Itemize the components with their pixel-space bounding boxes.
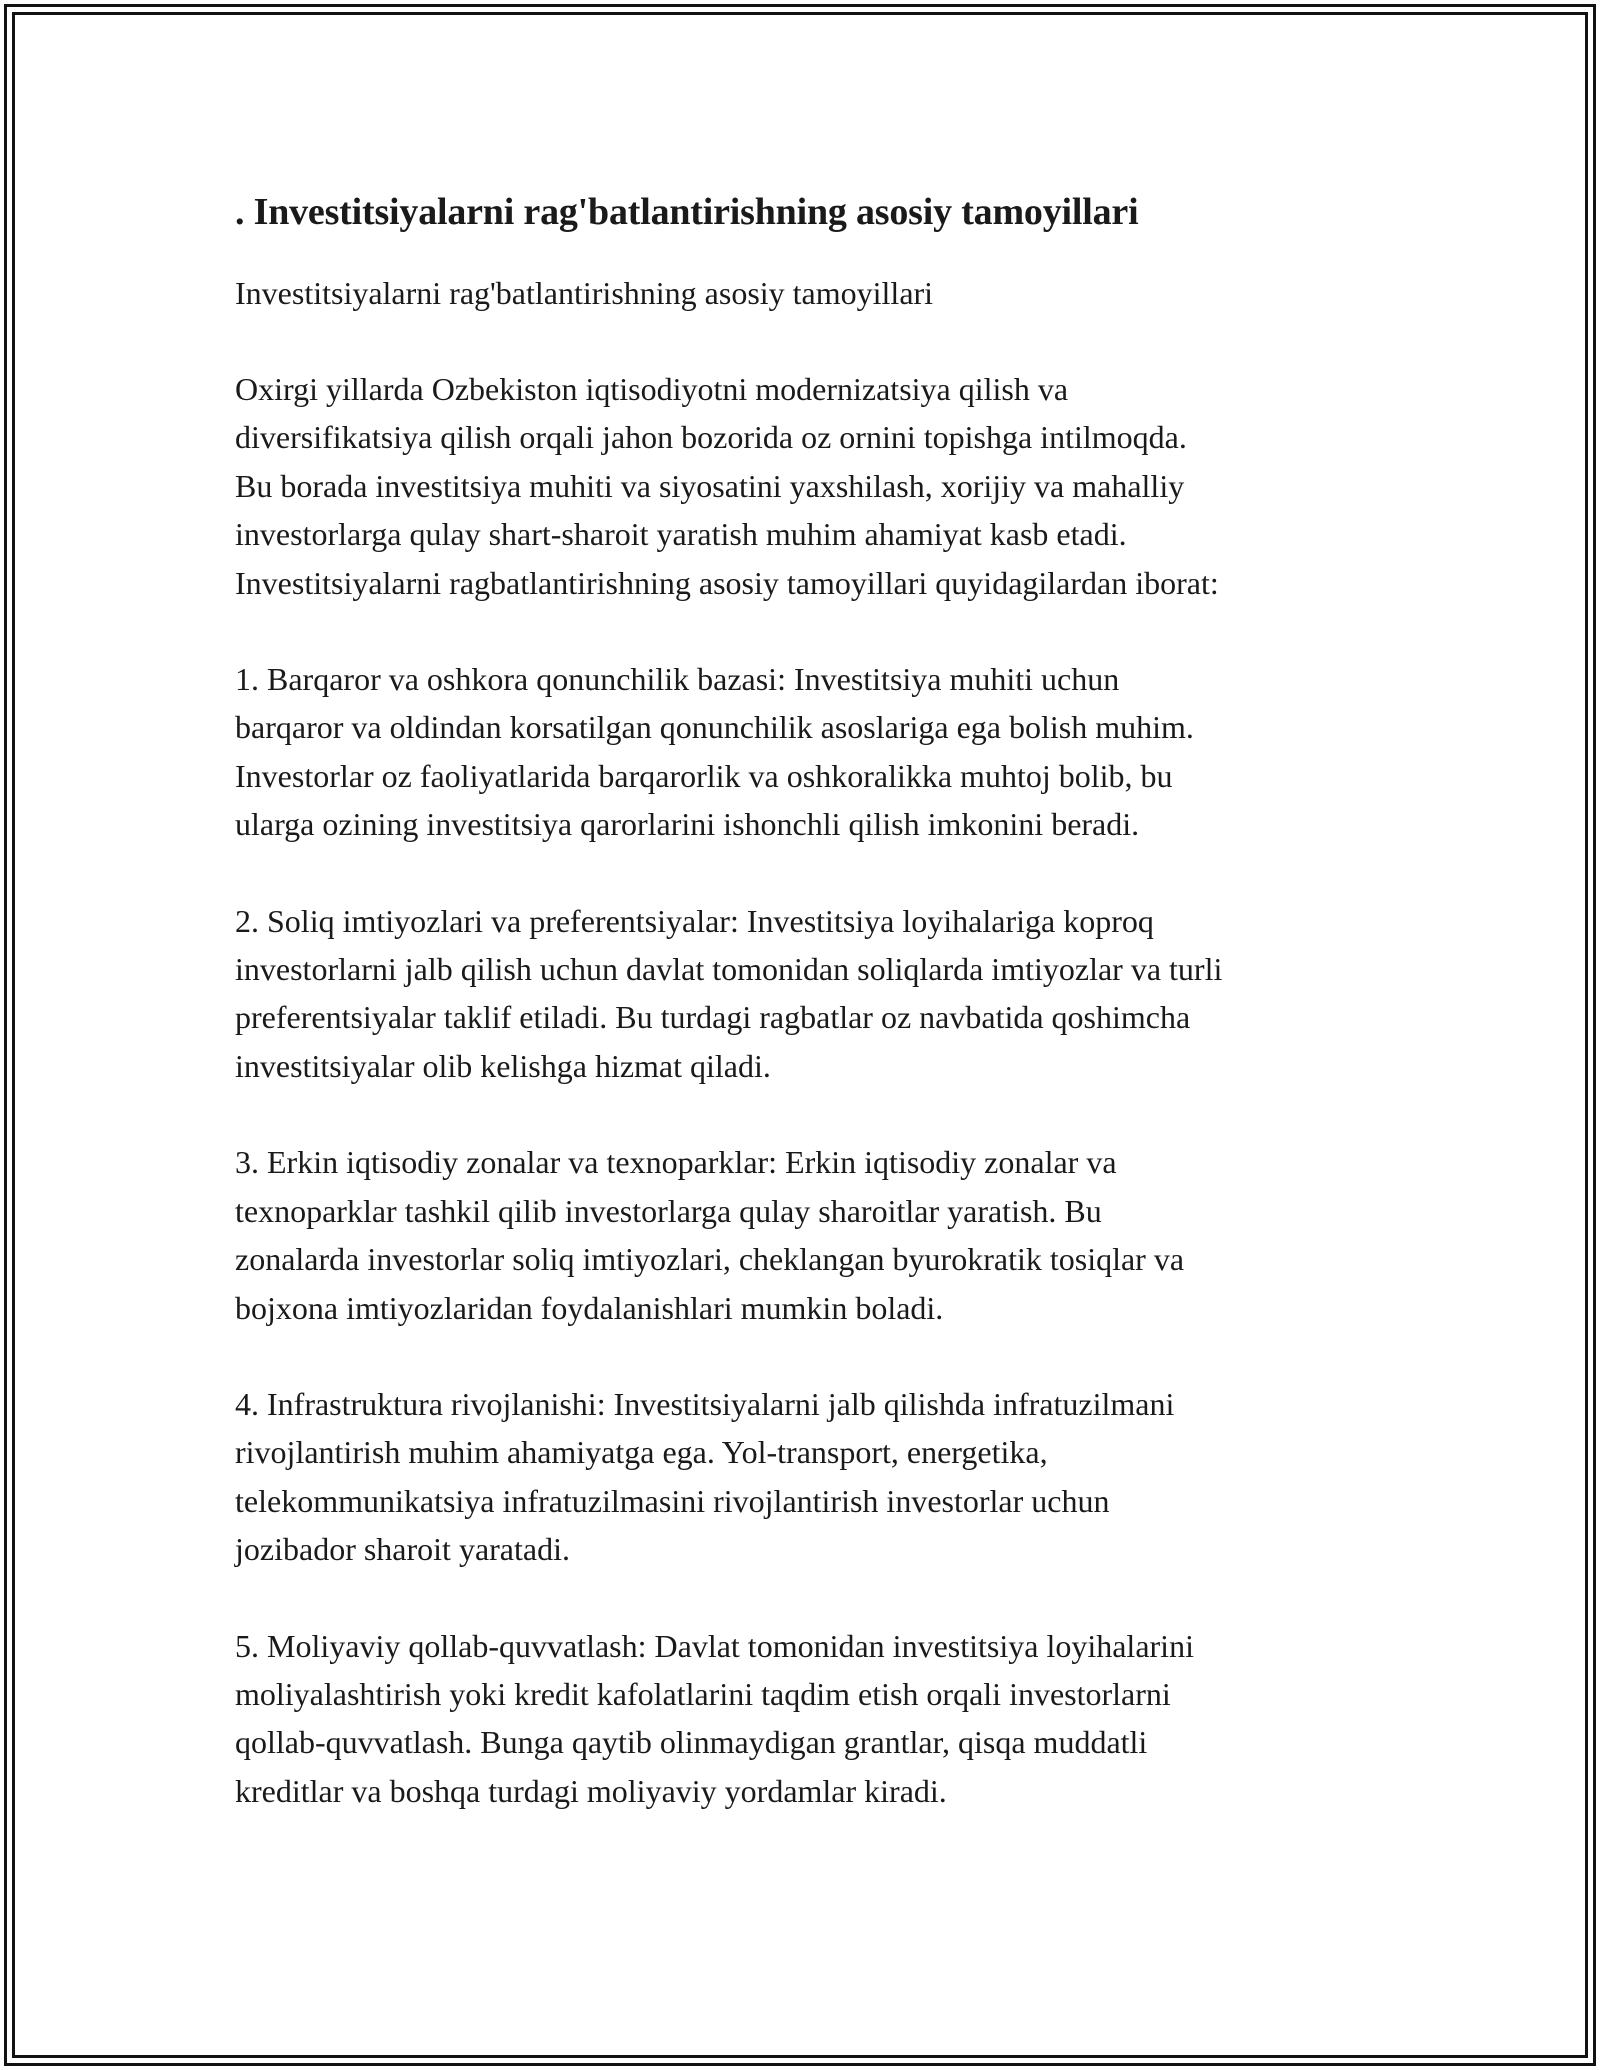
paragraph-line: ularga ozining investitsiya qarorlarini ishonchli qilish imkonini beradi. xyxy=(235,806,1140,843)
paragraph-line: texnoparklar tashkil qilib investorlarga qulay sharoitlar yaratish. Bu xyxy=(235,1192,1102,1229)
paragraph-line: 5. Moliyaviy qollab-quvvatlash: Davlat tomonidan investitsiya loyihalarini xyxy=(235,1627,1194,1664)
paragraph-line: investorlarga qulay shart-sharoit yaratish muhim ahamiyat kasb etadi. xyxy=(235,516,1127,553)
paragraph-line: zonalarda investorlar soliq imtiyozlari, cheklangan byurokratik tosiqlar va xyxy=(235,1241,1185,1278)
paragraph-line: 3. Erkin iqtisodiy zonalar va texnoparklar: Erkin iqtisodiy zonalar va xyxy=(235,1144,1117,1181)
paragraph-line: telekommunikatsiya infratuzilmasini rivojlantirish investorlar uchun xyxy=(235,1482,1110,1519)
document-page xyxy=(235,185,1405,1815)
paragraph-line: kreditlar va boshqa turdagi moliyaviy yordamlar kiradi. xyxy=(235,1772,947,1809)
paragraph-line: preferentsiyalar taklif etiladi. Bu turdagi ragbatlar oz navbatida qoshimcha xyxy=(235,999,1191,1036)
paragraph-line: bojxona imtiyozlaridan foydalanishlari mumkin boladi. xyxy=(235,1289,944,1326)
paragraph xyxy=(235,897,1405,1091)
paragraph-line: diversifikatsiya qilish orqali jahon bozorida oz ornini topishga intilmoqda. xyxy=(235,419,1187,456)
paragraph xyxy=(235,1380,1405,1574)
paragraph-line: jozibador sharoit yaratadi. xyxy=(235,1531,570,1568)
document-body xyxy=(235,365,1405,1815)
paragraph xyxy=(235,1622,1405,1816)
paragraph-line: qollab-quvvatlash. Bunga qaytib olinmaydigan grantlar, qisqa muddatli xyxy=(235,1724,1148,1761)
paragraph-line: Investorlar oz faoliyatlarida barqarorlik va oshkoralikka muhtoj bolib, bu xyxy=(235,757,1173,794)
paragraph-line: Investitsiyalarni ragbatlantirishning asosiy tamoyillari quyidagilardan iborat: xyxy=(235,564,1219,601)
paragraph xyxy=(235,655,1405,849)
paragraph-line: Oxirgi yillarda Ozbekiston iqtisodiyotni modernizatsiya qilish va xyxy=(235,371,1069,407)
paragraph-line: investitsiyalar olib kelishga hizmat qiladi. xyxy=(235,1047,771,1084)
paragraph-line: 1. Barqaror va oshkora qonunchilik bazasi: Investitsiya muhiti uchun xyxy=(235,661,1120,698)
paragraph-line: 4. Infrastruktura rivojlanishi: Investitsiyalarni jalb qilishda infratuzilmani xyxy=(235,1385,1175,1422)
paragraph-line: moliyalashtirish yoki kredit kafolatlarini taqdim etish orqali investorlarni xyxy=(235,1675,1171,1712)
paragraph-line: 2. Soliq imtiyozlari va preferentsiyalar: Investitsiya loyihalariga koproq xyxy=(235,902,1154,939)
document-title: . Investitsiyalarni rag'batlantirishning asosiy tamoyillari xyxy=(235,191,1139,233)
paragraph xyxy=(235,365,1405,607)
paragraph xyxy=(235,1138,1405,1332)
paragraph-line: barqaror va oldindan korsatilgan qonunchilik asoslariga ega bolish muhim. xyxy=(235,709,1194,746)
document-subtitle: Investitsiyalarni rag'batlantirishning asosiy tamoyillari xyxy=(235,275,934,311)
paragraph-line: investorlarni jalb qilish uchun davlat tomonidan soliqlarda imtiyozlar va turli xyxy=(235,951,1223,988)
paragraph-line: Bu borada investitsiya muhiti va siyosatini yaxshilash, xorijiy va mahalliy xyxy=(235,467,1185,504)
paragraph-line: rivojlantirish muhim ahamiyatga ega. Yol-transport, energetika, xyxy=(235,1434,1048,1471)
